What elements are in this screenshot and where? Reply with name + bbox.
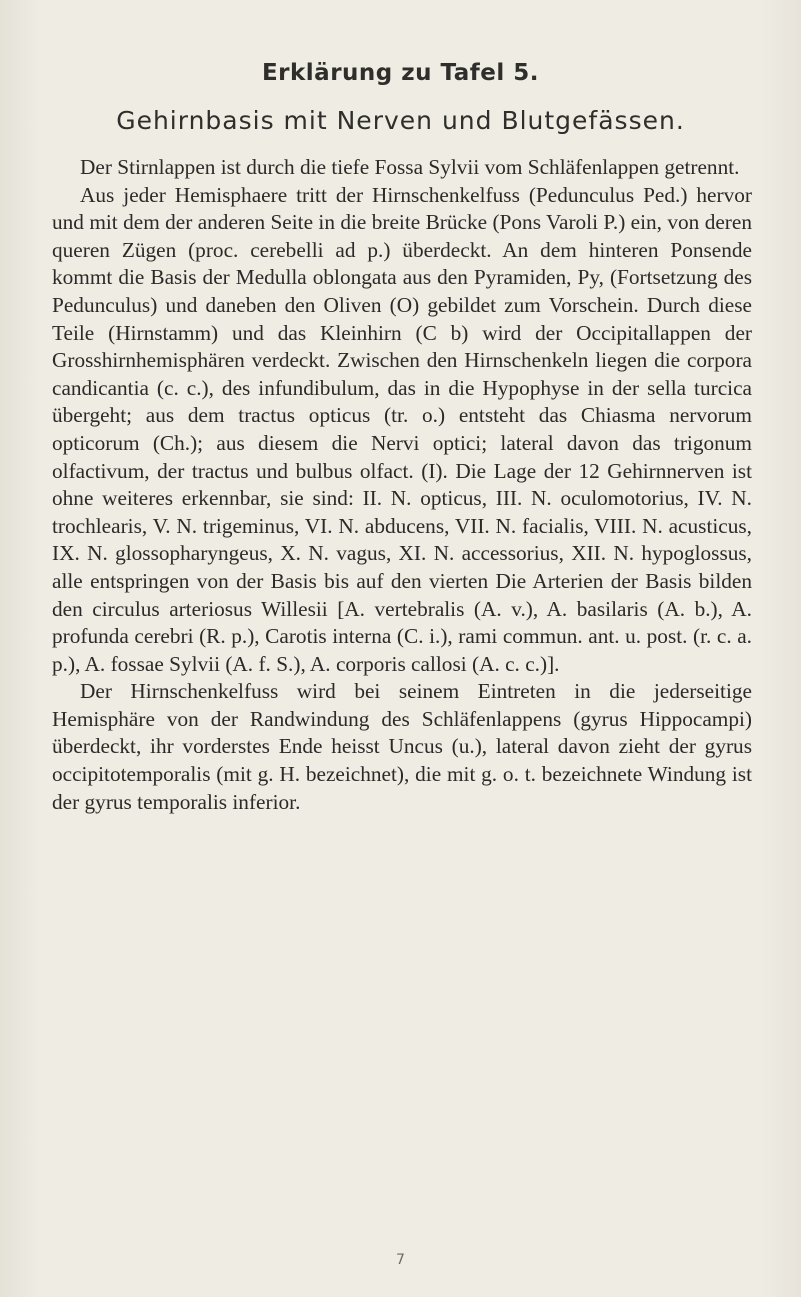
body-text [52,154,752,816]
page-heading: Erklärung zu Tafel 5. [261,60,540,86]
paragraph-1: Der Stirnlappen ist durch die tiefe Fossa Sylvii vom Schläfenlappen getrennt. [80,155,740,179]
page-number: 7 [396,1252,405,1268]
paragraph-3: Der Hirnschenkelfuss wird bei seinem Eintreten in die jederseitige Hemisphäre von der Randwindung des Schläfenlappens (gyrus Hippocampi) überdeckt, ihr vorderstes Ende heisst Uncus (u.), lateral davon zieht der gyrus occipitotemporalis (mit g. H. bezeichnet), die mit g. o. t. bezeichnete Windung ist der gyrus temporalis inferior. [52,679,752,814]
paragraph-2: Aus jeder Hemisphaere tritt der Hirnschenkelfuss (Pedunculus Ped.) hervor und mit dem der anderen Seite in die breite Brücke (Pons Varoli P.) ein, von deren queren Zügen (proc. cerebelli ad p.) überdeckt. An dem hinteren Ponsende kommt die Basis der Medulla oblongata aus den Pyramiden, Py, (Fortsetzung des Pedunculus) und daneben den Oliven (O) gebildet zum Vorschein. Durch diese Teile (Hirnstamm) und das Kleinhirn (C b) wird der Occipitallappen der Grosshirnhemisphären verdeckt. Zwischen den Hirnschenkeln liegen die corpora candicantia (c. c.), des infundibulum, das in die Hypophyse in der sella turcica übergeht; aus dem tractus opticus (tr. o.) entsteht das Chiasma nervorum opticorum (Ch.); aus diesem die Nervi optici; lateral davon das trigonum olfactivum, der tractus und bulbus olfact. (I). Die Lage der 12 Gehirnnerven ist ohne weiteres erkennbar, sie sind: II. N. opticus, III. N. oculomotorius, IV. N. trochlearis, V. N. trigeminus, VI. N. abducens, VII. N. facialis, VIII. N. acusticus, IX. N. glossopharyngeus, X. N. vagus, XI. N. accessorius, XII. N. hypoglossus, alle entspringen von der Basis bis auf den vierten Die Arterien der Basis bilden den circulus arteriosus Willesii [A. vertebralis (A. v.), A. basilaris (A. b.), A. profunda cerebri (R. p.), Carotis interna (C. i.), rami commun. ant. u. post. (r. c. a. p.), A. fossae Sylvii (A. f. S.), A. corporis callosi (A. c. c.)]. [52,182,752,676]
page-subtitle: Gehirnbasis mit Nerven und Blutgefässen. [116,106,685,135]
